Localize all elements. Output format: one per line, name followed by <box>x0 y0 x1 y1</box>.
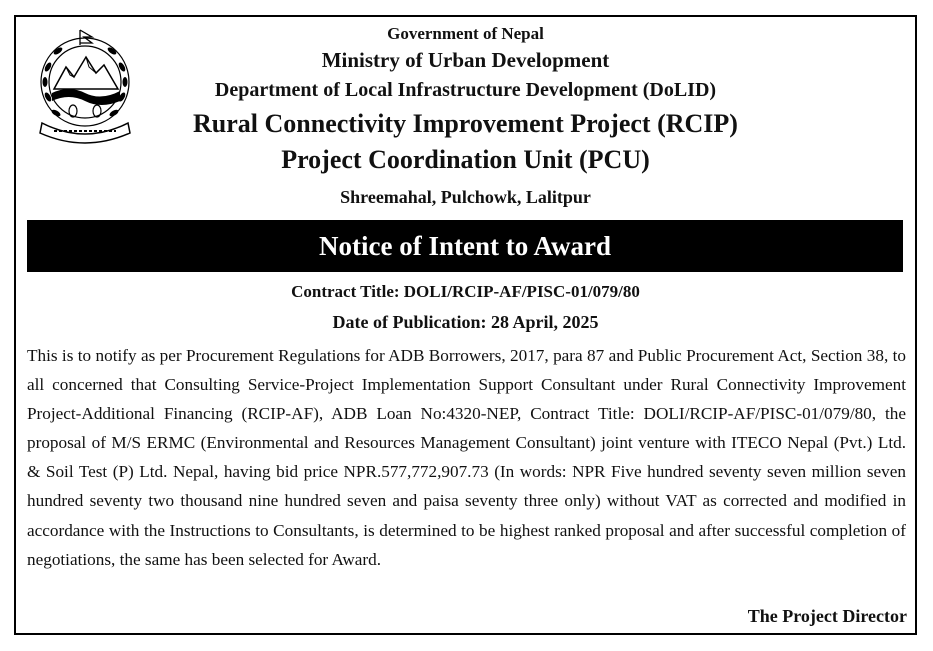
signatory: The Project Director <box>747 606 907 626</box>
office-address: Shreemahal, Pulchowk, Lalitpur <box>340 187 591 207</box>
notice-body: This is to notify as per Procurement Regulations for ADB Borrowers, 2017, para 87 and Public Procurement Act, Section 38, to all concerned that Consulting Service-Project Implementation Support Consultant under Rural Connectivity Improvement Project-Additional Financing (RCIP-AF), ADB Loan No:4320-NEP, Contract Title: DOLI/RCIP-AF/PISC-01/079/80, the proposal of M/S ERMC (Environmental and Resources Management Consultant) joint venture with ITECO Nepal (Pvt.) Ltd. & Soil Test (P) Ltd. Nepal, having bid price NPR.577,772,907.73 (In words: NPR Five hundred seventy seven million seven hundred seventy two thousand nine hundred seven and paisa seventy three only) without VAT as corrected and modified in accordance with the Instructions to Consultants, is determined to be highest ranked proposal and after successful completion of negotiations, the same has been selected for Award. <box>27 346 906 569</box>
notice-frame <box>14 15 917 635</box>
publication-date: Date of Publication: 28 April, 2025 <box>332 312 599 332</box>
contract-title: Contract Title: DOLI/RCIP-AF/PISC-01/079/80 <box>291 282 640 301</box>
ministry-name: Ministry of Urban Development <box>321 48 610 72</box>
government-name: Government of Nepal <box>387 24 544 43</box>
project-name: Rural Connectivity Improvement Project (RCIP) <box>193 109 738 138</box>
notice-title: Notice of Intent to Award <box>27 220 903 272</box>
department-name: Department of Local Infrastructure Development (DoLID) <box>214 79 717 101</box>
unit-name: Project Coordination Unit (PCU) <box>281 145 650 174</box>
